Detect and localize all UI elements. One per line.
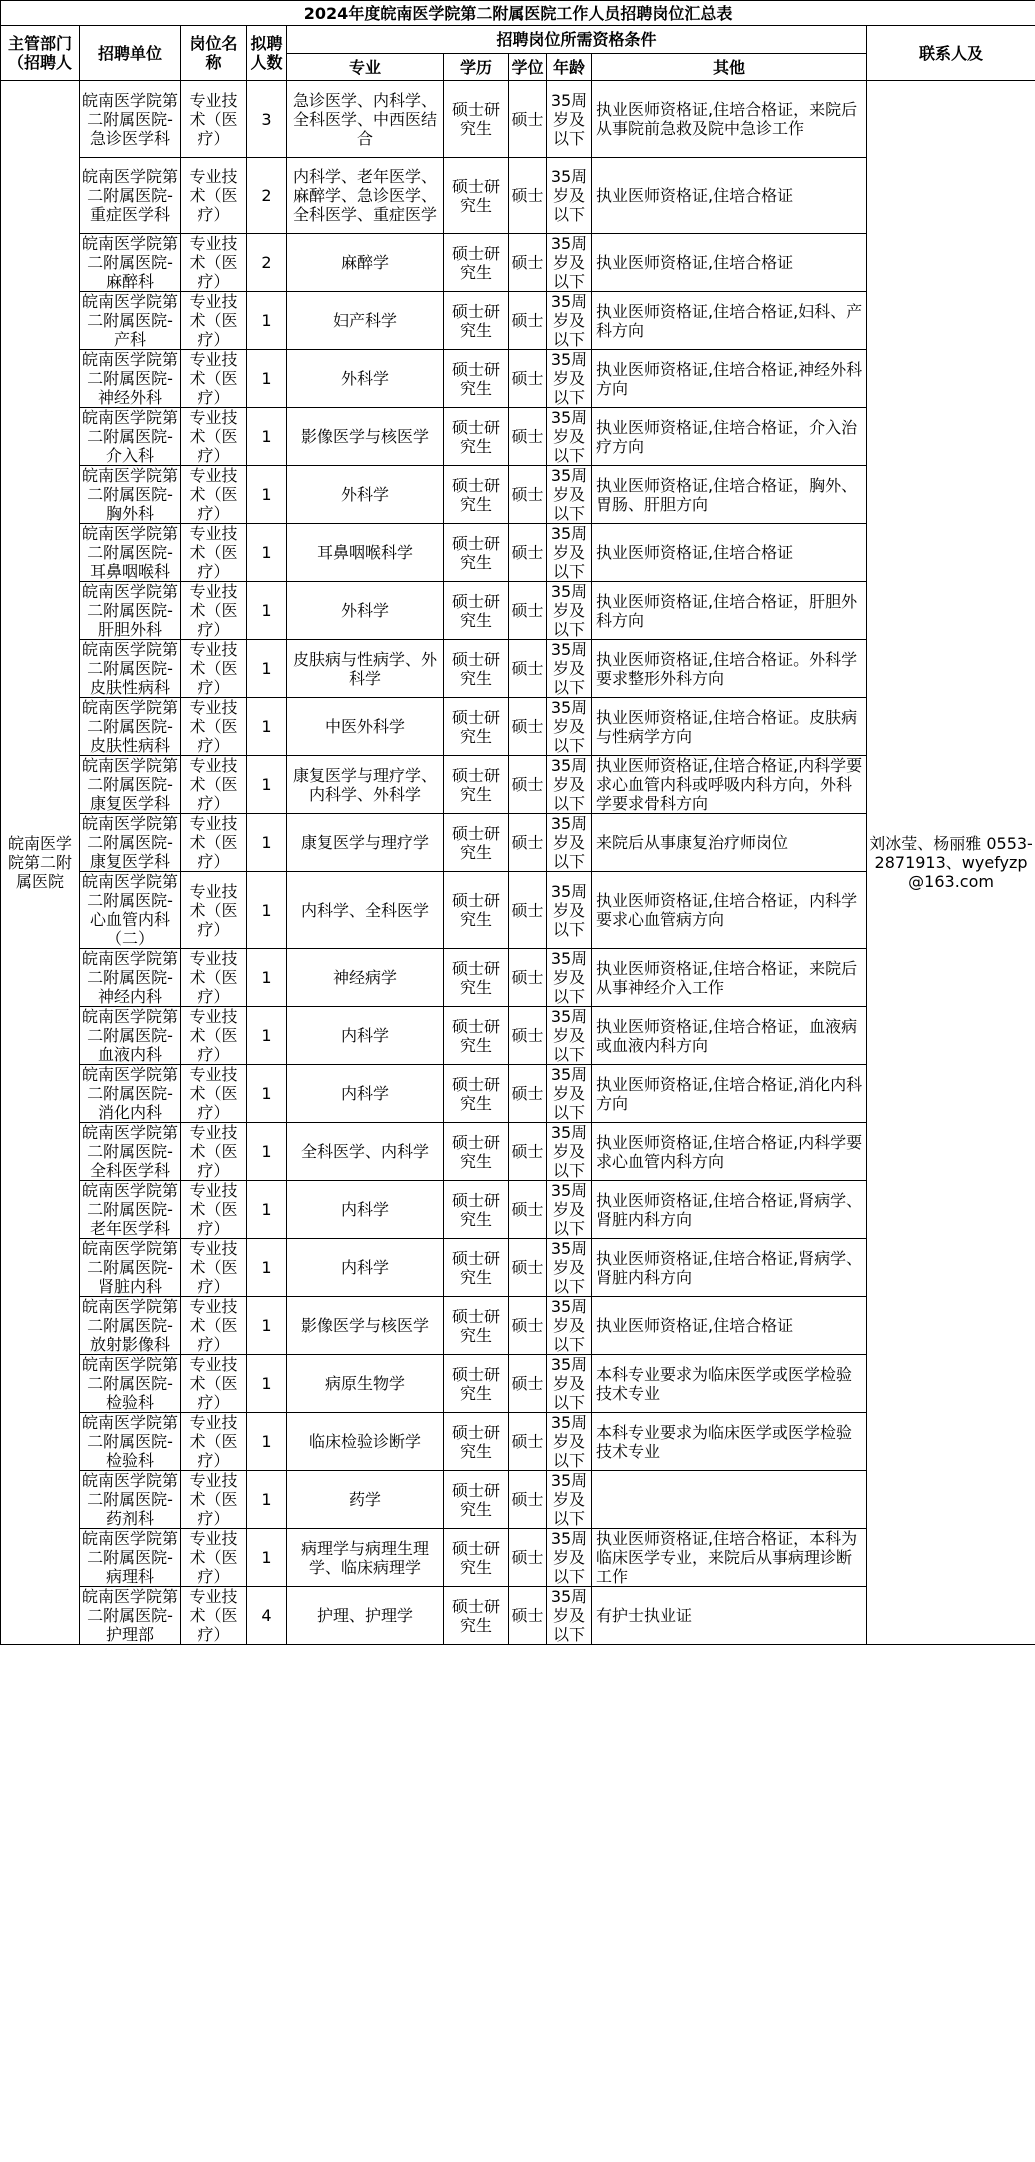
other-cell: 执业医师资格证,住培合格证,神经外科方向 — [592, 350, 867, 408]
num-cell: 1 — [247, 1007, 287, 1065]
major-cell: 耳鼻咽喉科学 — [287, 524, 444, 582]
other-cell: 执业医师资格证,住培合格证，本科为临床医学专业，来院后从事病理诊断工作 — [592, 1529, 867, 1587]
num-cell: 1 — [247, 408, 287, 466]
degree-cell: 硕士 — [509, 1007, 547, 1065]
unit-cell: 皖南医学院第二附属医院-介入科 — [80, 408, 181, 466]
table-row — [1, 81, 1035, 158]
edu-cell: 硕士研究生 — [444, 292, 509, 350]
unit-cell: 皖南医学院第二附属医院-耳鼻咽喉科 — [80, 524, 181, 582]
degree-cell: 硕士 — [509, 234, 547, 292]
unit-cell: 皖南医学院第二附属医院-神经内科 — [80, 949, 181, 1007]
unit-cell: 皖南医学院第二附属医院-检验科 — [80, 1413, 181, 1471]
other-cell: 执业医师资格证,住培合格证,妇科、产科方向 — [592, 292, 867, 350]
major-cell: 中医外科学 — [287, 698, 444, 756]
age-cell: 35周岁及以下 — [547, 158, 592, 234]
header-contact: 联系人及 — [867, 26, 1035, 81]
edu-cell: 硕士研究生 — [444, 1587, 509, 1645]
unit-cell: 皖南医学院第二附属医院-急诊医学科 — [80, 81, 181, 158]
unit-cell: 皖南医学院第二附属医院-心血管内科（二） — [80, 872, 181, 949]
degree-cell: 硕士 — [509, 698, 547, 756]
edu-cell: 硕士研究生 — [444, 1529, 509, 1587]
degree-cell: 硕士 — [509, 1123, 547, 1181]
degree-cell: 硕士 — [509, 408, 547, 466]
num-cell: 2 — [247, 158, 287, 234]
unit-cell: 皖南医学院第二附属医院-药剂科 — [80, 1471, 181, 1529]
num-cell: 1 — [247, 1181, 287, 1239]
age-cell: 35周岁及以下 — [547, 1007, 592, 1065]
degree-cell: 硕士 — [509, 158, 547, 234]
post-cell: 专业技术（医疗） — [181, 1471, 247, 1529]
major-cell: 内科学、老年医学、麻醉学、急诊医学、全科医学、重症医学 — [287, 158, 444, 234]
unit-cell: 皖南医学院第二附属医院-麻醉科 — [80, 234, 181, 292]
other-cell — [592, 1471, 867, 1529]
degree-cell: 硕士 — [509, 814, 547, 872]
header-unit: 招聘单位 — [80, 26, 181, 81]
dept-cell: 皖南医学院第二附属医院 — [1, 81, 80, 1645]
num-cell: 2 — [247, 234, 287, 292]
degree-cell: 硕士 — [509, 1065, 547, 1123]
major-cell: 妇产科学 — [287, 292, 444, 350]
other-cell: 执业医师资格证,住培合格证，来院后从事神经介入工作 — [592, 949, 867, 1007]
age-cell: 35周岁及以下 — [547, 81, 592, 158]
age-cell: 35周岁及以下 — [547, 1413, 592, 1471]
header-dept: 主管部门（招聘人 — [1, 26, 80, 81]
post-cell: 专业技术（医疗） — [181, 81, 247, 158]
major-cell: 康复医学与理疗学、内科学、外科学 — [287, 756, 444, 814]
post-cell: 专业技术（医疗） — [181, 1181, 247, 1239]
unit-cell: 皖南医学院第二附属医院-皮肤性病科 — [80, 640, 181, 698]
unit-cell: 皖南医学院第二附属医院-消化内科 — [80, 1065, 181, 1123]
other-cell: 执业医师资格证,住培合格证，血液病或血液内科方向 — [592, 1007, 867, 1065]
other-cell: 执业医师资格证,住培合格证 — [592, 1297, 867, 1355]
num-cell: 1 — [247, 1471, 287, 1529]
post-cell: 专业技术（医疗） — [181, 1239, 247, 1297]
num-cell: 1 — [247, 1123, 287, 1181]
other-cell: 执业医师资格证,住培合格证 — [592, 524, 867, 582]
other-cell: 执业医师资格证,住培合格证 — [592, 158, 867, 234]
age-cell: 35周岁及以下 — [547, 1529, 592, 1587]
other-cell: 有护士执业证 — [592, 1587, 867, 1645]
edu-cell: 硕士研究生 — [444, 1413, 509, 1471]
age-cell: 35周岁及以下 — [547, 756, 592, 814]
edu-cell: 硕士研究生 — [444, 408, 509, 466]
contact-cell: 刘冰莹、杨丽雅 0553-2871913、wyefyzp@163.com — [867, 81, 1035, 1645]
major-cell: 全科医学、内科学 — [287, 1123, 444, 1181]
edu-cell: 硕士研究生 — [444, 466, 509, 524]
edu-cell: 硕士研究生 — [444, 698, 509, 756]
age-cell: 35周岁及以下 — [547, 640, 592, 698]
post-cell: 专业技术（医疗） — [181, 1297, 247, 1355]
age-cell: 35周岁及以下 — [547, 872, 592, 949]
major-cell: 内科学 — [287, 1065, 444, 1123]
edu-cell: 硕士研究生 — [444, 350, 509, 408]
major-cell: 病原生物学 — [287, 1355, 444, 1413]
degree-cell: 硕士 — [509, 1587, 547, 1645]
age-cell: 35周岁及以下 — [547, 350, 592, 408]
post-cell: 专业技术（医疗） — [181, 1529, 247, 1587]
other-cell: 执业医师资格证,住培合格证,内科学要求心血管内科或呼吸内科方向，外科学要求骨科方向 — [592, 756, 867, 814]
other-cell: 执业医师资格证,住培合格证。皮肤病与性病学方向 — [592, 698, 867, 756]
num-cell: 1 — [247, 1355, 287, 1413]
major-cell: 内科学 — [287, 1181, 444, 1239]
age-cell: 35周岁及以下 — [547, 234, 592, 292]
degree-cell: 硕士 — [509, 350, 547, 408]
unit-cell: 皖南医学院第二附属医院-护理部 — [80, 1587, 181, 1645]
degree-cell: 硕士 — [509, 1413, 547, 1471]
edu-cell: 硕士研究生 — [444, 1065, 509, 1123]
num-cell: 1 — [247, 640, 287, 698]
post-cell: 专业技术（医疗） — [181, 234, 247, 292]
edu-cell: 硕士研究生 — [444, 1181, 509, 1239]
header-num: 拟聘人数 — [247, 26, 287, 81]
degree-cell: 硕士 — [509, 466, 547, 524]
unit-cell: 皖南医学院第二附属医院-重症医学科 — [80, 158, 181, 234]
major-cell: 病理学与病理生理学、临床病理学 — [287, 1529, 444, 1587]
post-cell: 专业技术（医疗） — [181, 814, 247, 872]
degree-cell: 硕士 — [509, 756, 547, 814]
major-cell: 临床检验诊断学 — [287, 1413, 444, 1471]
unit-cell: 皖南医学院第二附属医院-产科 — [80, 292, 181, 350]
unit-cell: 皖南医学院第二附属医院-肝胆外科 — [80, 582, 181, 640]
major-cell: 康复医学与理疗学 — [287, 814, 444, 872]
age-cell: 35周岁及以下 — [547, 582, 592, 640]
edu-cell: 硕士研究生 — [444, 524, 509, 582]
table-body — [1, 81, 1035, 1645]
post-cell: 专业技术（医疗） — [181, 350, 247, 408]
post-cell: 专业技术（医疗） — [181, 1123, 247, 1181]
age-cell: 35周岁及以下 — [547, 949, 592, 1007]
edu-cell: 硕士研究生 — [444, 1007, 509, 1065]
num-cell: 1 — [247, 814, 287, 872]
edu-cell: 硕士研究生 — [444, 234, 509, 292]
post-cell: 专业技术（医疗） — [181, 698, 247, 756]
age-cell: 35周岁及以下 — [547, 1355, 592, 1413]
num-cell: 1 — [247, 1239, 287, 1297]
age-cell: 35周岁及以下 — [547, 524, 592, 582]
other-cell: 本科专业要求为临床医学或医学检验技术专业 — [592, 1355, 867, 1413]
unit-cell: 皖南医学院第二附属医院-康复医学科 — [80, 814, 181, 872]
major-cell: 内科学 — [287, 1007, 444, 1065]
edu-cell: 硕士研究生 — [444, 582, 509, 640]
other-cell: 执业医师资格证,住培合格证，肝胆外科方向 — [592, 582, 867, 640]
edu-cell: 硕士研究生 — [444, 756, 509, 814]
age-cell: 35周岁及以下 — [547, 1181, 592, 1239]
edu-cell: 硕士研究生 — [444, 158, 509, 234]
num-cell: 1 — [247, 524, 287, 582]
unit-cell: 皖南医学院第二附属医院-检验科 — [80, 1355, 181, 1413]
degree-cell: 硕士 — [509, 1297, 547, 1355]
edu-cell: 硕士研究生 — [444, 640, 509, 698]
post-cell: 专业技术（医疗） — [181, 1007, 247, 1065]
post-cell: 专业技术（医疗） — [181, 466, 247, 524]
header-other: 其他 — [592, 54, 867, 81]
other-cell: 执业医师资格证,住培合格证，介入治疗方向 — [592, 408, 867, 466]
major-cell: 皮肤病与性病学、外科学 — [287, 640, 444, 698]
other-cell: 执业医师资格证,住培合格证，内科学要求心血管病方向 — [592, 872, 867, 949]
edu-cell: 硕士研究生 — [444, 949, 509, 1007]
edu-cell: 硕士研究生 — [444, 872, 509, 949]
unit-cell: 皖南医学院第二附属医院-皮肤性病科 — [80, 698, 181, 756]
num-cell: 1 — [247, 1529, 287, 1587]
other-cell: 执业医师资格证,住培合格证，来院后从事院前急救及院中急诊工作 — [592, 81, 867, 158]
num-cell: 1 — [247, 698, 287, 756]
other-cell: 执业医师资格证,住培合格证,肾病学、肾脏内科方向 — [592, 1181, 867, 1239]
degree-cell: 硕士 — [509, 292, 547, 350]
post-cell: 专业技术（医疗） — [181, 582, 247, 640]
post-cell: 专业技术（医疗） — [181, 292, 247, 350]
other-cell: 执业医师资格证,住培合格证，胸外、胃肠、肝胆方向 — [592, 466, 867, 524]
age-cell: 35周岁及以下 — [547, 408, 592, 466]
post-cell: 专业技术（医疗） — [181, 640, 247, 698]
age-cell: 35周岁及以下 — [547, 698, 592, 756]
edu-cell: 硕士研究生 — [444, 81, 509, 158]
unit-cell: 皖南医学院第二附属医院-放射影像科 — [80, 1297, 181, 1355]
age-cell: 35周岁及以下 — [547, 1297, 592, 1355]
header-major: 专业 — [287, 54, 444, 81]
unit-cell: 皖南医学院第二附属医院-肾脏内科 — [80, 1239, 181, 1297]
edu-cell: 硕士研究生 — [444, 1471, 509, 1529]
post-cell: 专业技术（医疗） — [181, 1355, 247, 1413]
age-cell: 35周岁及以下 — [547, 466, 592, 524]
unit-cell: 皖南医学院第二附属医院-老年医学科 — [80, 1181, 181, 1239]
other-cell: 执业医师资格证,住培合格证,消化内科方向 — [592, 1065, 867, 1123]
post-cell: 专业技术（医疗） — [181, 408, 247, 466]
major-cell: 外科学 — [287, 582, 444, 640]
major-cell: 内科学、全科医学 — [287, 872, 444, 949]
num-cell: 1 — [247, 949, 287, 1007]
edu-cell: 硕士研究生 — [444, 1239, 509, 1297]
degree-cell: 硕士 — [509, 524, 547, 582]
num-cell: 1 — [247, 466, 287, 524]
post-cell: 专业技术（医疗） — [181, 1065, 247, 1123]
post-cell: 专业技术（医疗） — [181, 1587, 247, 1645]
unit-cell: 皖南医学院第二附属医院-胸外科 — [80, 466, 181, 524]
major-cell: 药学 — [287, 1471, 444, 1529]
num-cell: 1 — [247, 292, 287, 350]
degree-cell: 硕士 — [509, 872, 547, 949]
num-cell: 1 — [247, 872, 287, 949]
major-cell: 神经病学 — [287, 949, 444, 1007]
post-cell: 专业技术（医疗） — [181, 158, 247, 234]
other-cell: 执业医师资格证,住培合格证。外科学要求整形外科方向 — [592, 640, 867, 698]
header-age: 年龄 — [547, 54, 592, 81]
age-cell: 35周岁及以下 — [547, 1065, 592, 1123]
degree-cell: 硕士 — [509, 582, 547, 640]
age-cell: 35周岁及以下 — [547, 1471, 592, 1529]
header-edu: 学历 — [444, 54, 509, 81]
other-cell: 来院后从事康复治疗师岗位 — [592, 814, 867, 872]
post-cell: 专业技术（医疗） — [181, 756, 247, 814]
post-cell: 专业技术（医疗） — [181, 524, 247, 582]
num-cell: 4 — [247, 1587, 287, 1645]
num-cell: 3 — [247, 81, 287, 158]
header-post: 岗位名称 — [181, 26, 247, 81]
age-cell: 35周岁及以下 — [547, 292, 592, 350]
post-cell: 专业技术（医疗） — [181, 872, 247, 949]
other-cell: 执业医师资格证,住培合格证 — [592, 234, 867, 292]
unit-cell: 皖南医学院第二附属医院-血液内科 — [80, 1007, 181, 1065]
other-cell: 执业医师资格证,住培合格证,肾病学、肾脏内科方向 — [592, 1239, 867, 1297]
other-cell: 本科专业要求为临床医学或医学检验技术专业 — [592, 1413, 867, 1471]
other-cell: 执业医师资格证,住培合格证,内科学要求心血管内科方向 — [592, 1123, 867, 1181]
degree-cell: 硕士 — [509, 949, 547, 1007]
major-cell: 外科学 — [287, 350, 444, 408]
edu-cell: 硕士研究生 — [444, 1355, 509, 1413]
major-cell: 麻醉学 — [287, 234, 444, 292]
edu-cell: 硕士研究生 — [444, 814, 509, 872]
degree-cell: 硕士 — [509, 1355, 547, 1413]
header-degree: 学位 — [509, 54, 547, 81]
age-cell: 35周岁及以下 — [547, 1239, 592, 1297]
degree-cell: 硕士 — [509, 81, 547, 158]
unit-cell: 皖南医学院第二附属医院-病理科 — [80, 1529, 181, 1587]
major-cell: 急诊医学、内科学、全科医学、中西医结合 — [287, 81, 444, 158]
degree-cell: 硕士 — [509, 1239, 547, 1297]
degree-cell: 硕士 — [509, 1471, 547, 1529]
major-cell: 护理、护理学 — [287, 1587, 444, 1645]
unit-cell: 皖南医学院第二附属医院-康复医学科 — [80, 756, 181, 814]
age-cell: 35周岁及以下 — [547, 1123, 592, 1181]
degree-cell: 硕士 — [509, 1529, 547, 1587]
major-cell: 内科学 — [287, 1239, 444, 1297]
edu-cell: 硕士研究生 — [444, 1297, 509, 1355]
unit-cell: 皖南医学院第二附属医院-全科医学科 — [80, 1123, 181, 1181]
post-cell: 专业技术（医疗） — [181, 949, 247, 1007]
num-cell: 1 — [247, 1065, 287, 1123]
num-cell: 1 — [247, 1297, 287, 1355]
num-cell: 1 — [247, 1413, 287, 1471]
table-title: 2024年度皖南医学院第二附属医院工作人员招聘岗位汇总表 — [1, 1, 1035, 26]
num-cell: 1 — [247, 582, 287, 640]
header-requirements: 招聘岗位所需资格条件 — [287, 26, 867, 54]
degree-cell: 硕士 — [509, 640, 547, 698]
degree-cell: 硕士 — [509, 1181, 547, 1239]
num-cell: 1 — [247, 350, 287, 408]
age-cell: 35周岁及以下 — [547, 1587, 592, 1645]
major-cell: 影像医学与核医学 — [287, 408, 444, 466]
unit-cell: 皖南医学院第二附属医院-神经外科 — [80, 350, 181, 408]
edu-cell: 硕士研究生 — [444, 1123, 509, 1181]
num-cell: 1 — [247, 756, 287, 814]
post-cell: 专业技术（医疗） — [181, 1413, 247, 1471]
major-cell: 影像医学与核医学 — [287, 1297, 444, 1355]
major-cell: 外科学 — [287, 466, 444, 524]
age-cell: 35周岁及以下 — [547, 814, 592, 872]
